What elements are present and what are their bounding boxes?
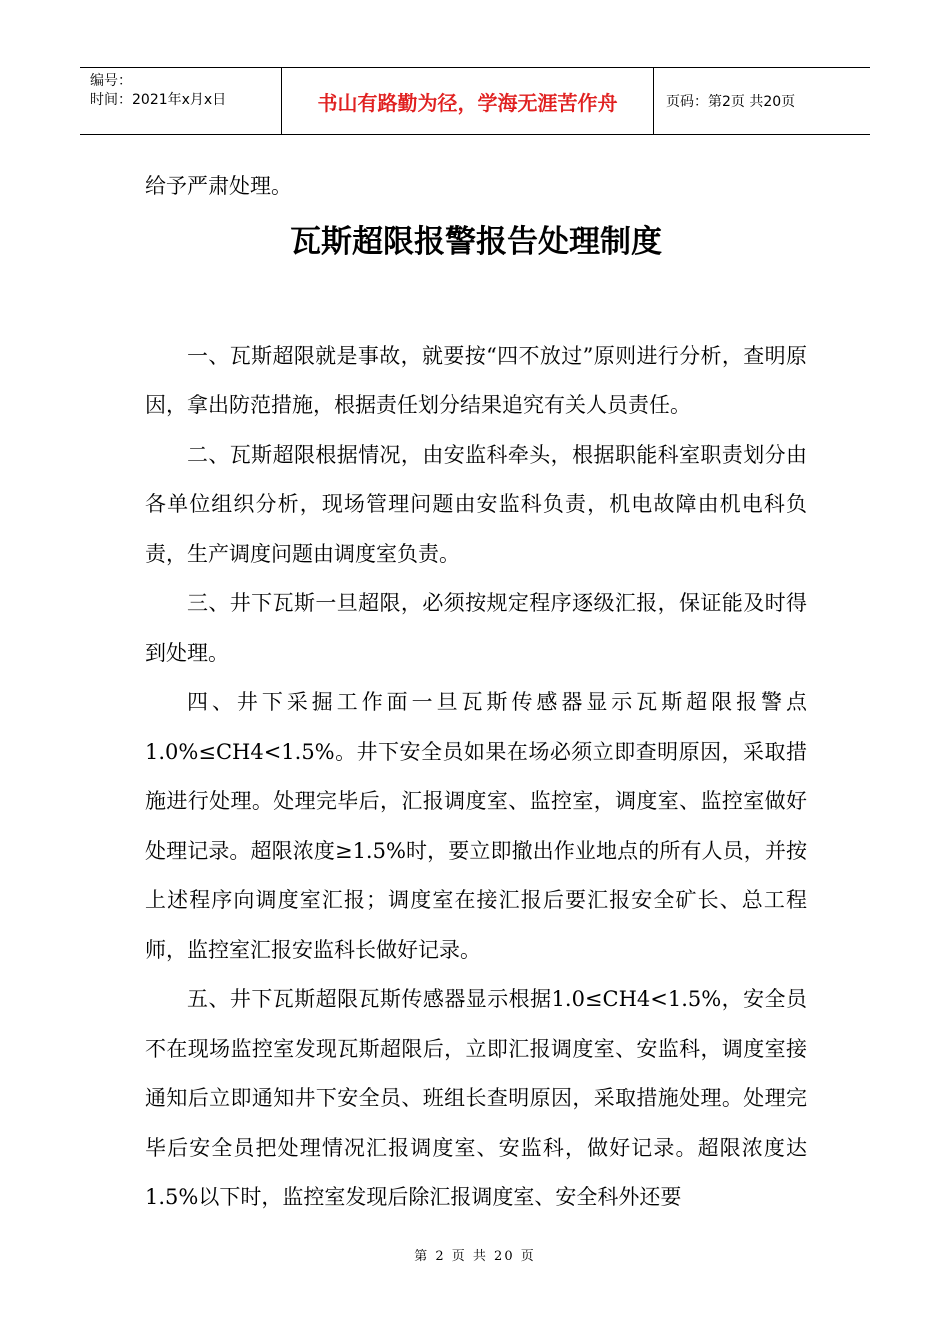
- document-number-label: 编号：: [90, 73, 132, 89]
- document-body: [145, 162, 807, 1223]
- page-footer: 第 2 页 共 20 页: [414, 1249, 536, 1264]
- paragraph-3: 三、井下瓦斯一旦超限，必须按规定程序逐级汇报，保证能及时得到处理。: [145, 591, 807, 665]
- document-time-label: 时间：2021年x月x日: [90, 92, 227, 108]
- page-header: [80, 67, 870, 135]
- header-meta: [80, 68, 282, 134]
- paragraph-1: 一、瓦斯超限就是事故，就要按“四不放过”原则进行分析，查明原因，拿出防范措施，根据责任划分结果追究有关人员责任。: [145, 343, 807, 417]
- header-motto: 书山有路勤为径，学海无涯苦作舟: [282, 68, 654, 134]
- lead-text: 给予严肃处理。: [145, 174, 292, 198]
- document-title: 瓦斯超限报警报告处理制度: [290, 223, 662, 260]
- paragraph-2: 二、瓦斯超限根据情况，由安监科牵头，根据职能科室职责划分由各单位组织分析，现场管理问题由安监科负责，机电故障由机电科负责，生产调度问题由调度室负责。: [145, 442, 807, 566]
- paragraph-4: 四、井下采掘工作面一旦瓦斯传感器显示瓦斯超限报警点1.0%≤CH4<1.5%。井下安全员如果在场必须立即查明原因，采取措施进行处理。处理完毕后，汇报调度室、监控室，调度室、监控室做好处理记录。超限浓度≥1.5%时，要立即撤出作业地点的所有人员，并按上述程序向调度室汇报；调度室在接汇报后要汇报安全矿长、总工程师，监控室汇报安监科长做好记录。: [145, 690, 807, 962]
- paragraph-5: 五、井下瓦斯超限瓦斯传感器显示根据1.0≤CH4<1.5%，安全员不在现场监控室发现瓦斯超限后，立即汇报调度室、安监科，调度室接通知后立即通知井下安全员、班组长查明原因，采取措施处理。处理完毕后安全员把处理情况汇报调度室、安监科，做好记录。超限浓度达1.5%以下时，监控室发现后除汇报调度室、安全科外还要: [145, 987, 807, 1209]
- header-page-info: 页码：第2页 共20页: [666, 94, 796, 110]
